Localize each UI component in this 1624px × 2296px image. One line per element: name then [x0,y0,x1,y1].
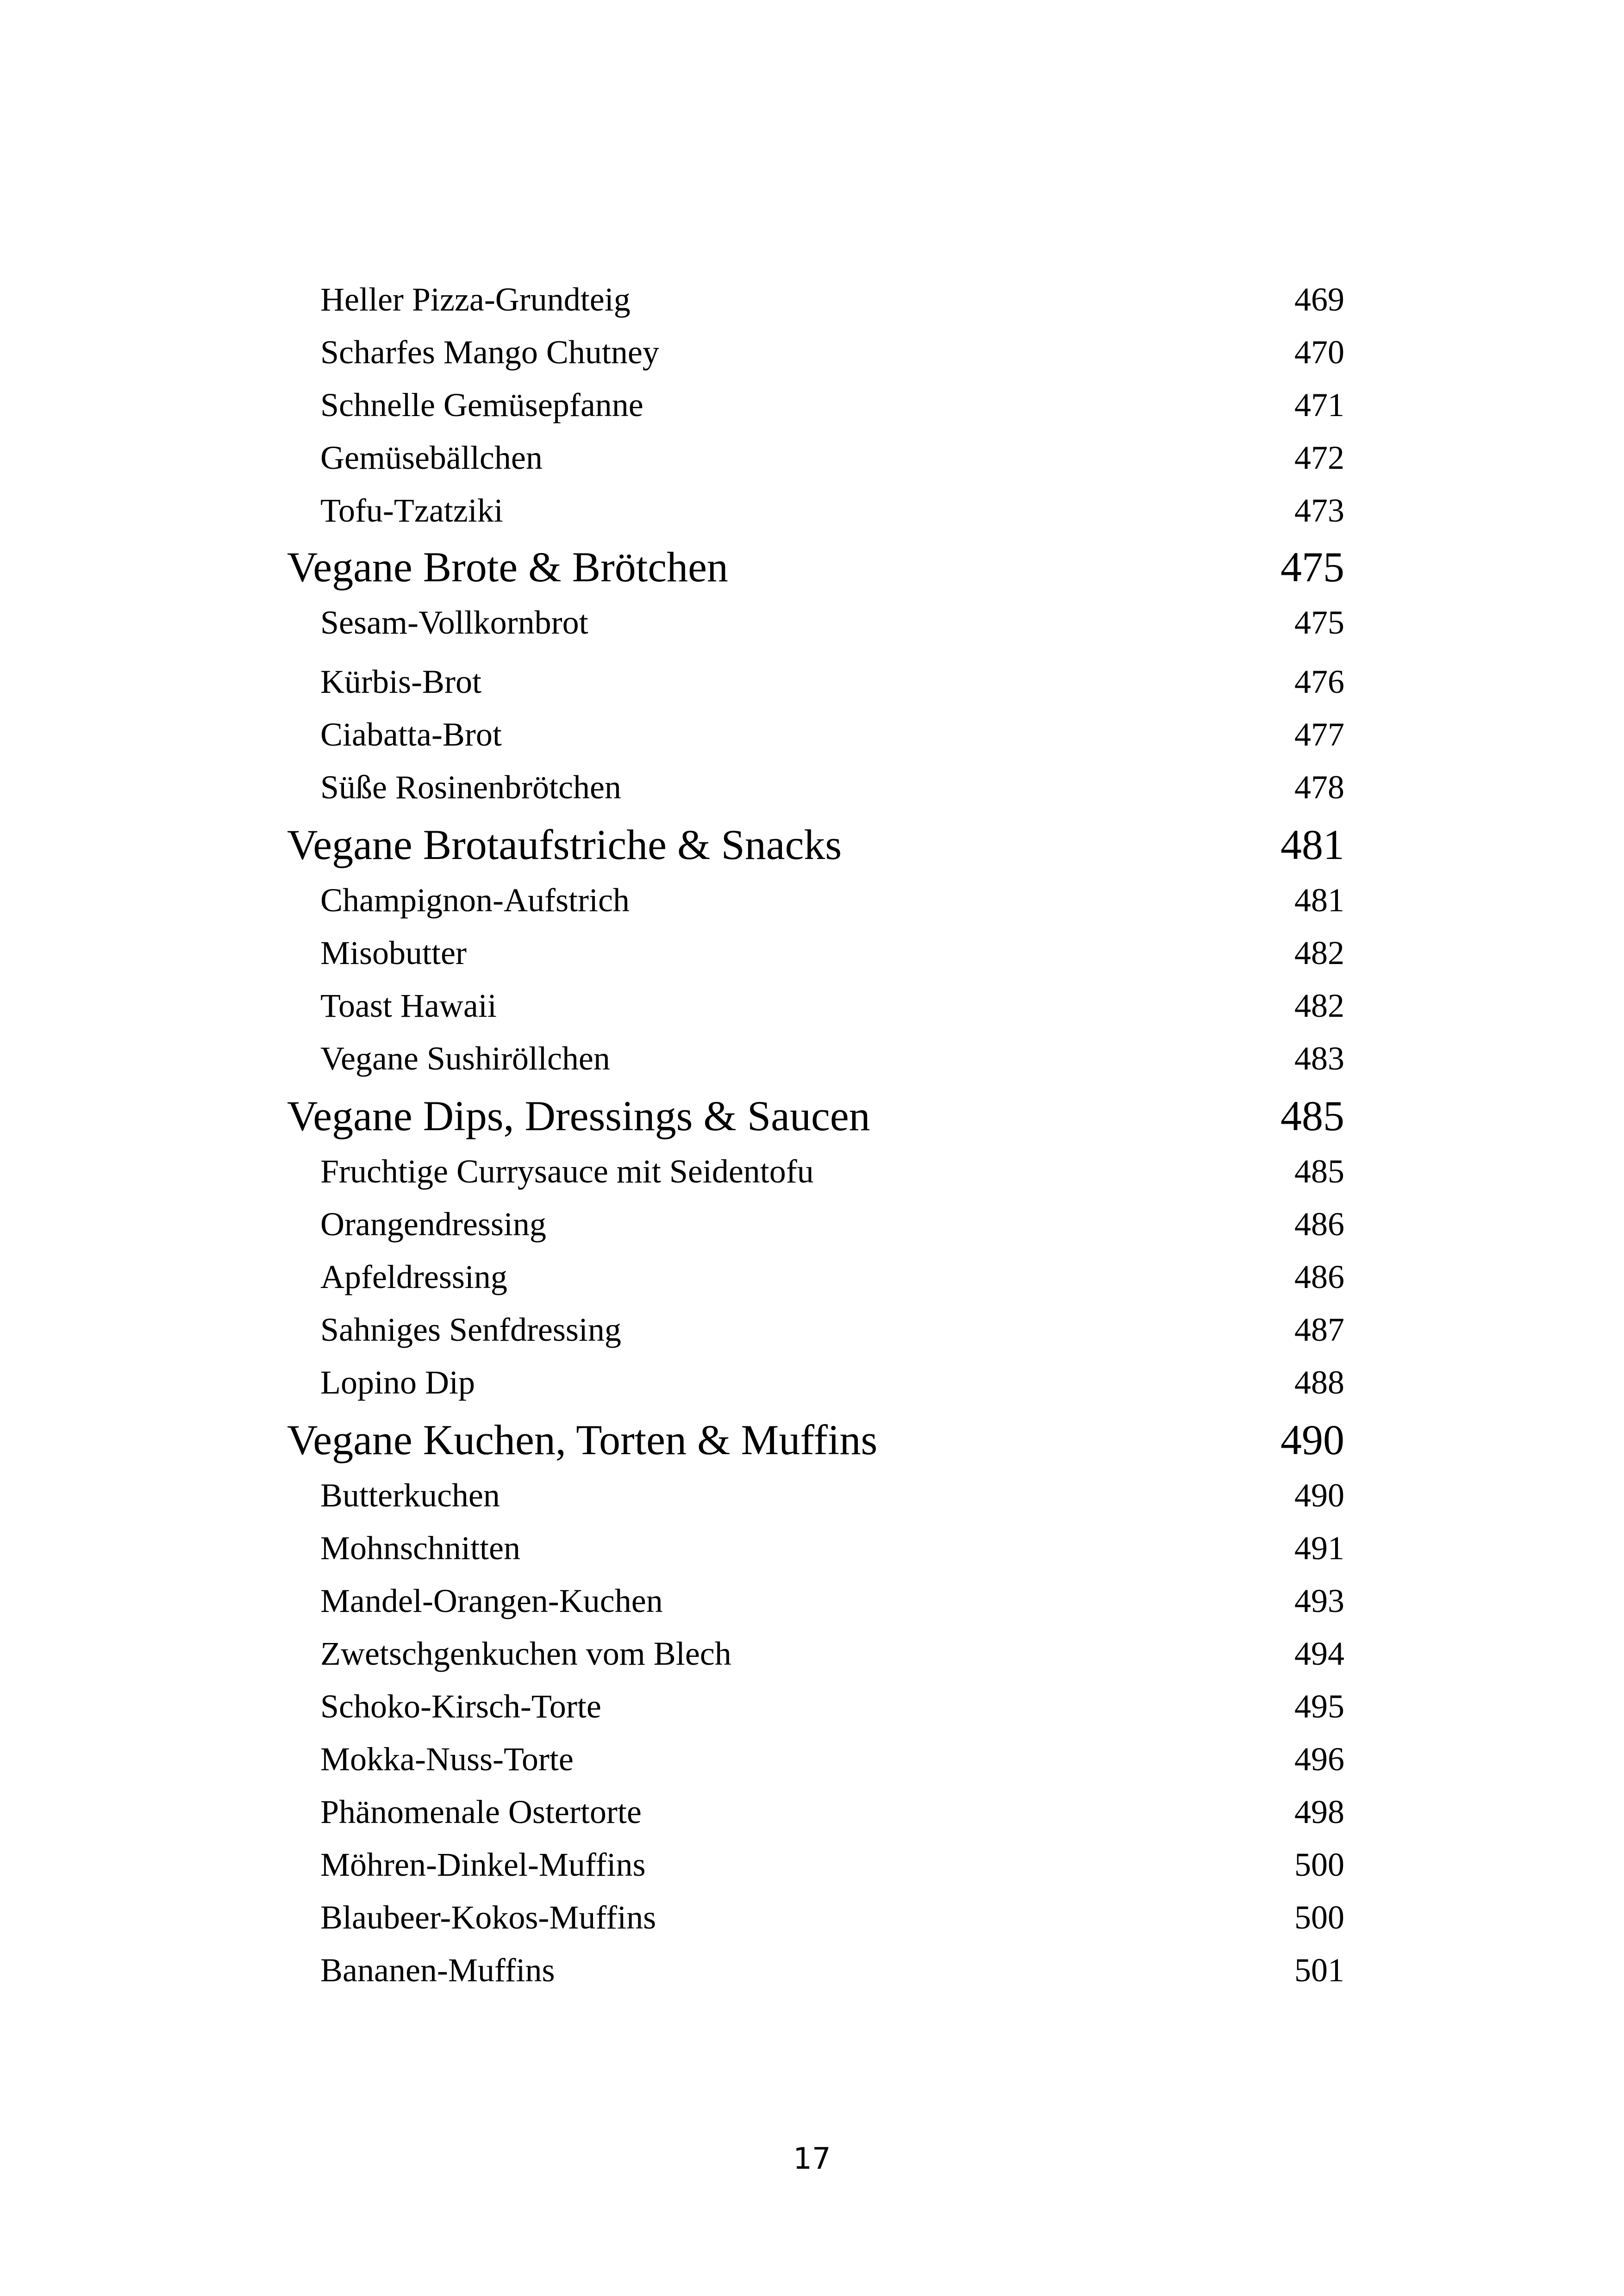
toc-page-number: 495 [1294,1688,1344,1725]
toc-section-heading [0,1086,1624,1146]
toc-page-number: 477 [1294,716,1344,753]
toc-entry-title: Fruchtige Currysauce mit Seidentofu [320,1153,814,1190]
toc-entry-title: Tofu-Tzatziki [320,492,503,529]
toc-section-heading [0,537,1624,597]
toc-entry [0,597,1624,648]
toc-page-number: 500 [1294,1899,1344,1936]
toc-entry [0,1304,1624,1355]
toc-entry-title: Champignon-Aufstrich [320,882,630,919]
toc-entry-title: Mohnschnitten [320,1530,520,1567]
toc-page-number: 485 [1294,1153,1344,1190]
toc-page-number: 487 [1294,1311,1344,1348]
toc-page-number: 469 [1294,281,1344,318]
toc-page-number: 471 [1294,386,1344,423]
toc-entry-title: Mokka-Nuss-Torte [320,1741,574,1778]
toc-entry [0,1945,1624,1996]
toc-page-number: 498 [1294,1793,1344,1830]
toc-section-title: Vegane Dips, Dressings & Saucen [287,1092,870,1139]
toc-section-title: Vegane Brote & Brötchen [287,543,728,591]
toc-entry-title: Kürbis-Brot [320,663,481,700]
toc-page-number: 486 [1294,1258,1344,1295]
toc-entry-title: Schoko-Kirsch-Torte [320,1688,601,1725]
toc-entry-title: Ciabatta-Brot [320,716,502,753]
toc-entry [0,274,1624,325]
toc-page-number: 500 [1294,1846,1344,1883]
toc-page-number: 476 [1294,663,1344,700]
toc-entry-title: Scharfes Mango Chutney [320,334,659,371]
toc-entry [0,1892,1624,1943]
toc-entry [0,980,1624,1031]
toc-entry [0,1681,1624,1732]
toc-page-number: 493 [1294,1582,1344,1619]
toc-entry-title: Gemüsebällchen [320,439,543,476]
toc-page-number: 501 [1294,1952,1344,1989]
toc-entry-title: Mandel-Orangen-Kuchen [320,1582,663,1619]
toc-entry [0,327,1624,378]
toc-entry-title: Misobutter [320,934,467,971]
toc-entry-title: Phänomenale Ostertorte [320,1793,642,1830]
toc-entry-title: Apfeldressing [320,1258,507,1295]
toc-entry-title: Sesam-Vollkornbrot [320,604,588,641]
toc-entry [0,1628,1624,1679]
toc-entry [0,1251,1624,1302]
toc-entry [0,1786,1624,1837]
toc-page-number: 482 [1294,987,1344,1024]
toc-entry [0,875,1624,926]
toc-page-number: 491 [1294,1530,1344,1567]
toc-entry [0,709,1624,760]
toc-entry-title: Schnelle Gemüsepfanne [320,386,643,423]
toc-entry [0,1146,1624,1197]
toc-page-number: 496 [1294,1741,1344,1778]
toc-page-number: 478 [1294,769,1344,806]
toc-page-number: 490 [1294,1477,1344,1514]
toc-entry [0,656,1624,707]
toc-entry [0,432,1624,483]
toc-entry [0,485,1624,536]
toc-section-title: Vegane Brotaufstriche & Snacks [287,821,842,868]
toc-page-number: 473 [1294,492,1344,529]
toc-entry [0,1575,1624,1626]
toc-section-heading [0,1410,1624,1470]
toc-page-number: 475 [1280,543,1344,591]
toc-page-number: 481 [1280,821,1344,868]
toc-entry-title: Toast Hawaii [320,987,497,1024]
toc-entry [0,1839,1624,1890]
toc-entry [0,927,1624,978]
toc-entry-title: Blaubeer-Kokos-Muffins [320,1899,656,1936]
toc-entry-title: Butterkuchen [320,1477,500,1514]
toc-entry [0,1033,1624,1084]
toc-entry-title: Möhren-Dinkel-Muffins [320,1846,646,1883]
toc-entry-title: Süße Rosinenbrötchen [320,769,621,806]
toc-section-title: Vegane Kuchen, Torten & Muffins [287,1416,878,1463]
toc-page-number: 490 [1280,1416,1344,1463]
toc-entry-title: Bananen-Muffins [320,1952,555,1989]
toc-page-number: 485 [1280,1092,1344,1139]
toc-page-number: 472 [1294,439,1344,476]
toc-page-number: 494 [1294,1635,1344,1672]
toc-entry [0,380,1624,430]
toc-page-number: 488 [1294,1364,1344,1401]
toc-entry [0,762,1624,813]
toc-entry-title: Sahniges Senfdressing [320,1311,621,1348]
toc-page-number: 483 [1294,1040,1344,1077]
toc-entry-title: Lopino Dip [320,1364,475,1401]
page-number: 17 [793,2142,831,2176]
toc-entry-title: Zwetschgenkuchen vom Blech [320,1635,731,1672]
toc-entry-title: Heller Pizza-Grundteig [320,281,631,318]
toc-entry [0,1199,1624,1250]
toc-page-number: 475 [1294,604,1344,641]
toc-entry-title: Vegane Sushiröllchen [320,1040,610,1077]
toc-section-heading [0,815,1624,875]
toc-page-number: 486 [1294,1206,1344,1243]
toc-entry-title: Orangendressing [320,1206,546,1243]
toc-entry [0,1523,1624,1574]
toc-page-number: 481 [1294,882,1344,919]
toc-page-number: 470 [1294,334,1344,371]
toc-entry [0,1470,1624,1521]
toc-page-number: 482 [1294,934,1344,971]
toc-entry [0,1357,1624,1408]
toc-entry [0,1734,1624,1785]
